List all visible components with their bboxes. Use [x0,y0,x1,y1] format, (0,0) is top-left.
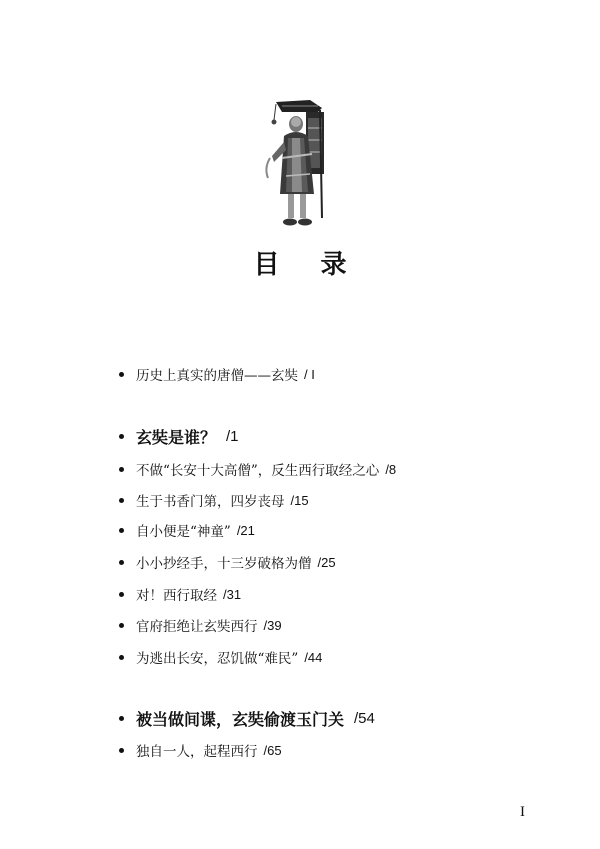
bullet-icon [119,592,124,597]
toc-entry-page: / I [304,366,315,382]
toc-entry-title: 被当做间谍，玄奘偷渡玉门关 [136,710,345,729]
bullet-icon [119,434,124,439]
bullet-icon [119,623,124,628]
toc-entry-page: /1 [226,428,239,445]
toc-entry[interactable] [119,584,241,604]
bullet-icon [119,528,124,533]
toc-entry[interactable] [119,364,315,384]
bullet-icon [119,748,124,753]
toc-entry[interactable] [119,707,375,730]
toc-entry[interactable] [119,615,282,635]
toc-entry-title: 为逃出长安，忍饥做“难民” [136,651,299,667]
page-number: I [520,804,525,820]
bullet-icon [119,467,124,472]
toc-entry-page: /15 [290,492,309,508]
toc-entry[interactable] [119,425,239,448]
bullet-icon [119,372,124,377]
bullet-icon [119,716,124,721]
bullet-icon [119,498,124,503]
toc-entry-title: 对！西行取经 [136,588,217,604]
toc-entry[interactable] [119,520,255,540]
bullet-icon [119,560,124,565]
toc-entry-title: 自小便是“神童” [136,524,231,540]
toc-entry-title: 独自一人，起程西行 [136,744,258,760]
toc-entry-page: /21 [236,522,255,538]
toc-entry-title: 官府拒绝让玄奘西行 [136,619,258,635]
toc-entry[interactable] [119,459,396,479]
toc-entry-title: 不做“长安十大高僧”，反生西行取经之心 [136,463,380,479]
bullet-icon [119,655,124,660]
toc-entry-page: /54 [354,710,375,727]
toc-entry-page: /31 [223,586,242,602]
toc-entry-page: /39 [263,617,282,633]
toc-entry-title: 玄奘是谁？ [136,428,217,447]
toc-entry-page: /44 [304,649,323,665]
toc-entry-page: /25 [317,554,336,570]
toc-entry[interactable] [119,740,282,760]
toc-entry-title: 小小抄经手，十三岁破格为僧 [136,556,312,572]
page-title: 目 录 [253,250,363,280]
toc-entry-page: /8 [385,461,397,477]
toc-entry[interactable] [119,552,336,572]
toc-entry-title: 生于书香门第，四岁丧母 [136,494,285,510]
toc-entry[interactable] [119,490,309,510]
toc-entry-title: 历史上真实的唐僧——玄奘 [136,368,298,384]
toc-entry-page: /65 [263,742,282,758]
toc-entry[interactable] [119,647,322,667]
